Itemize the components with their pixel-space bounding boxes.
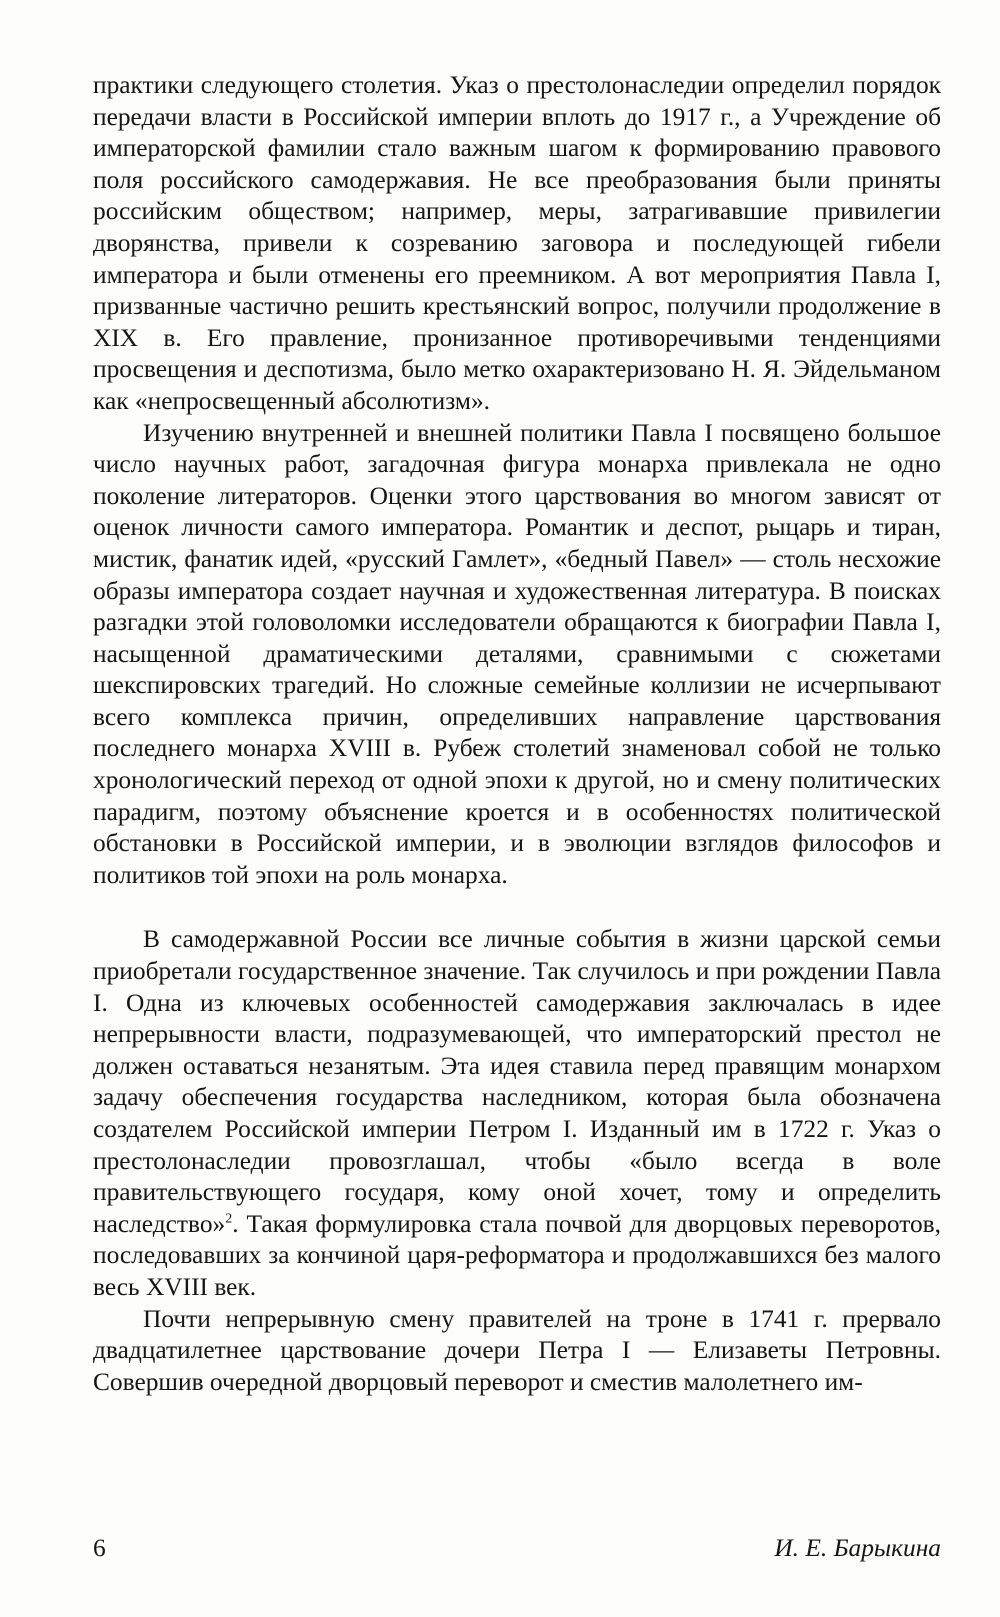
paragraph-2: Изучению внутренней и внешней политики Павла I посвящено большое число научных работ, загадочная фигура монарха привлекала не одно поколение литераторов. Оценки этого царствования во многом зависят от оценок личности самого императора. Романтик и деспот, рыцарь и тиран, мистик, фанатик идей, «русский Гамлет», «бедный Павел» — столь несхожие образы императора создает научная и художественная литература. В поисках разгадки этой головоломки исследователи обращаются к биографии Павла I, насыщенной драматическими деталями, сравнимыми с сюжетами шекспировских трагедий. Но сложные семейные коллизии не исчерпывают всего комплекса причин, определивших направление царствования последнего монарха XVIII в. Рубеж столетий знаменовал собой не только хронологический переход от одной эпохи к другой, но и смену политических парадигм, поэтому объяснение кроется и в особенностях политической обстановки в Российской империи, и в эволюции взглядов философов и политиков той эпохи на роль монарха.: [93, 418, 941, 889]
paragraph-4: Почти непрерывную смену правителей на троне в 1741 г. прервало двадцатилетнее царствование дочери Петра I — Елизаветы Петровны. Совершив очередной дворцовый переворот и сместив малолетнего им-: [93, 1304, 941, 1396]
paragraph-3-text: В самодержавной России все личные события в жизни царской семьи приобретали государственное значение. Так случилось и при рождении Павла I. Одна из ключевых особенностей самодержавия заключалась в идее непрерывности власти, подразумевающей, что императорский престол не должен оставаться незанятым. Эта идея ставила перед правящим монархом задачу обеспечения государства наследником, которая была обозначена создателем Российской империи Петром I. Изданный им в 1722 г. Указ о престолонаследии провозглашал, чтобы «было всегда в воле правительствующего государя, кому оной хочет, тому и определить наследство»: [93, 925, 941, 1238]
paragraph-1: практики следующего столетия. Указ о престолонаследии определил порядок передачи власти в Российской империи вплоть до 1917 г., а Учреждение об императорской фамилии стало важным шагом к формированию правового поля российского самодержавия. Не все преобразования были приняты российским обществом; например, меры, затрагивавшие привилегии дворянства, привели к созреванию заговора и последующей гибели императора и были отменены его преемником. А вот мероприятия Павла I, призванные частично решить крестьянский вопрос, получили продолжение в XIX в. Его правление, пронизанное противоречивыми тенденциями просвещения и деспотизма, было метко охарактеризовано Н. Я. Эйдельманом как «непросвещенный абсолютизм».: [93, 71, 941, 415]
section-break: [93, 891, 941, 924]
page-number: 6: [93, 1534, 106, 1562]
page-footer: [93, 1534, 941, 1570]
main-text: [93, 70, 941, 1398]
footnote-reference: 2: [225, 1211, 233, 1227]
author-name: И. Е. Барыкина: [774, 1534, 941, 1562]
paragraph-3: [93, 924, 941, 1303]
paragraph-3-text-continued: . Такая формулировка стала почвой для дворцовых переворотов, последовавших за кончиной царя-реформатора и продолжавшихся без малого весь XVIII век.: [93, 1209, 941, 1301]
